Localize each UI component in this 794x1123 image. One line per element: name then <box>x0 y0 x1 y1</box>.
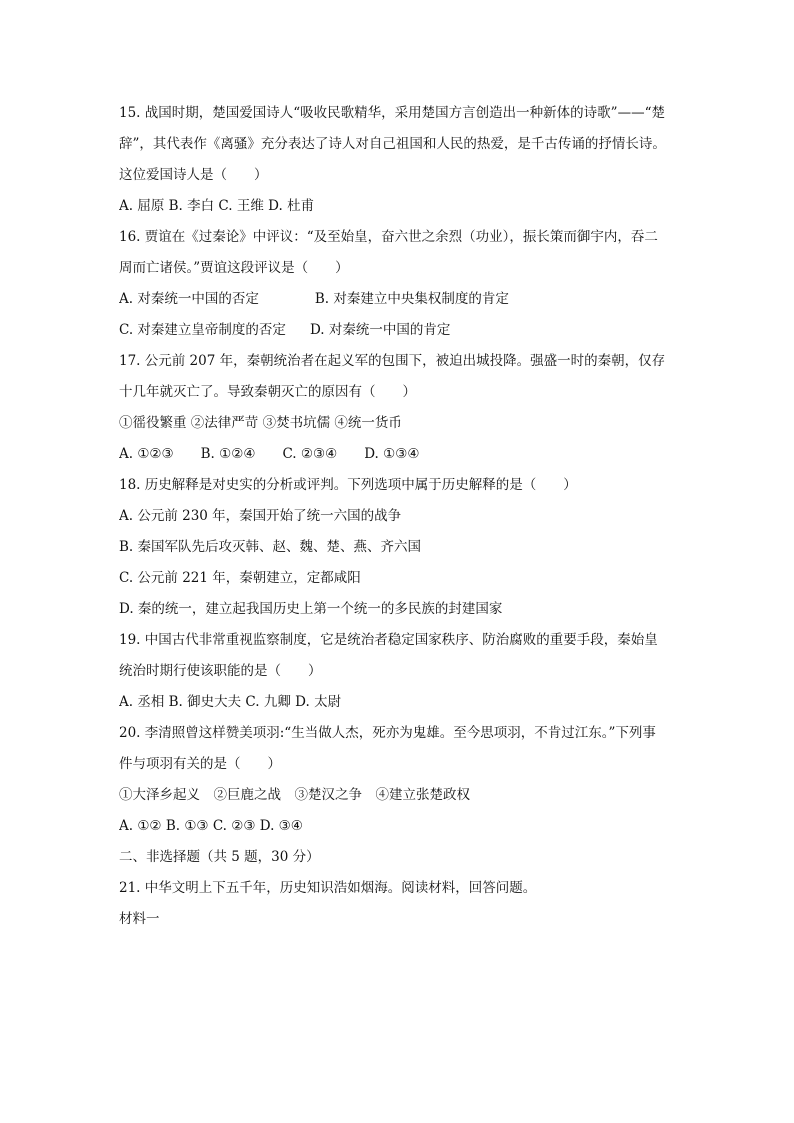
question-stem-line: 十几年就灭亡了。导致秦朝灭亡的原因有（ ） <box>119 384 416 400</box>
question-21-stem: 21. 中华文明上下五千年，历史知识浩如烟海。阅读材料，回答问题。 <box>119 880 537 896</box>
material-label: 材料一 <box>119 911 160 927</box>
exam-content <box>119 98 689 935</box>
question-stem-line: 18. 历史解释是对史实的分析或评判。下列选项中属于历史解释的是（ ） <box>119 477 577 493</box>
answer-options-row <box>119 315 689 346</box>
answer-options: A. ①② B. ①③ C. ②③ D. ③④ <box>119 818 303 834</box>
question-16 <box>119 222 689 346</box>
option-a: A. 对秦统一中国的否定 <box>119 291 259 307</box>
question-stem-line: 17. 公元前 207 年，秦朝统治者在起义军的包围下，被迫出城投降。强盛一时的秦朝，仅存 <box>119 353 666 369</box>
question-17 <box>119 346 689 470</box>
question-stem-line: 统治时期行使该职能的是（ ） <box>119 663 322 679</box>
answer-options: A. ①②③ B. ①②④ C. ②③④ D. ①③④ <box>119 446 420 462</box>
option-a: A. 公元前 230 年，秦国开始了统一六国的战争 <box>119 508 402 524</box>
answer-options-row <box>119 284 689 315</box>
question-20 <box>119 718 689 842</box>
question-stem-line: 16. 贾谊在《过秦论》中评议：“及至始皇，奋六世之余烈（功业），振长策而御宇内，吞二 <box>119 229 658 245</box>
question-stem-line: 19. 中国古代非常重视监察制度，它是统治者稳定国家秩序、防治腐败的重要手段，秦始皇 <box>119 632 658 648</box>
question-15 <box>119 98 689 222</box>
question-items: ①徭役繁重 ②法律严苛 ③焚书坑儒 ④统一货币 <box>119 415 402 431</box>
question-19 <box>119 625 689 718</box>
question-18 <box>119 470 689 625</box>
question-stem-line: 辞”，其代表作《离骚》充分表达了诗人对自己祖国和人民的热爱，是千古传诵的抒情长诗。 <box>119 136 666 152</box>
question-items: ①大泽乡起义 ②巨鹿之战 ③楚汉之争 ④建立张楚政权 <box>119 787 470 803</box>
option-d: D. 对秦统一中国的肯定 <box>309 322 451 338</box>
answer-options: A. 屈原 B. 李白 C. 王维 D. 杜甫 <box>119 198 315 214</box>
question-stem-line: 这位爱国诗人是（ ） <box>119 167 268 183</box>
option-b: B. 对秦建立中央集权制度的肯定 <box>314 291 509 307</box>
option-b: B. 秦国军队先后攻灭韩、赵、魏、楚、燕、齐六国 <box>119 539 422 555</box>
question-stem-line: 件与项羽有关的是（ ） <box>119 756 281 772</box>
option-d: D. 秦的统一，建立起我国历史上第一个统一的多民族的封建国家 <box>119 601 503 617</box>
option-c: C. 公元前 221 年，秦朝建立，定都咸阳 <box>119 570 361 586</box>
question-stem-line: 周而亡诸侯。”贾谊这段评议是（ ） <box>119 260 349 276</box>
question-stem-line: 20. 李清照曾这样赞美项羽:“生当做人杰，死亦为鬼雄。至今思项羽，不肯过江东。”下列事 <box>119 725 656 741</box>
question-stem-line: 15. 战国时期，楚国爱国诗人“吸收民歌精华，采用楚国方言创造出一种新体的诗歌”——“楚 <box>119 105 665 121</box>
answer-options: A. 丞相 B. 御史大夫 C. 九卿 D. 太尉 <box>119 694 342 710</box>
section-title: 二、非选择题（共 5 题，30 分） <box>119 849 320 865</box>
option-c: C. 对秦建立皇帝制度的否定 <box>119 322 286 338</box>
